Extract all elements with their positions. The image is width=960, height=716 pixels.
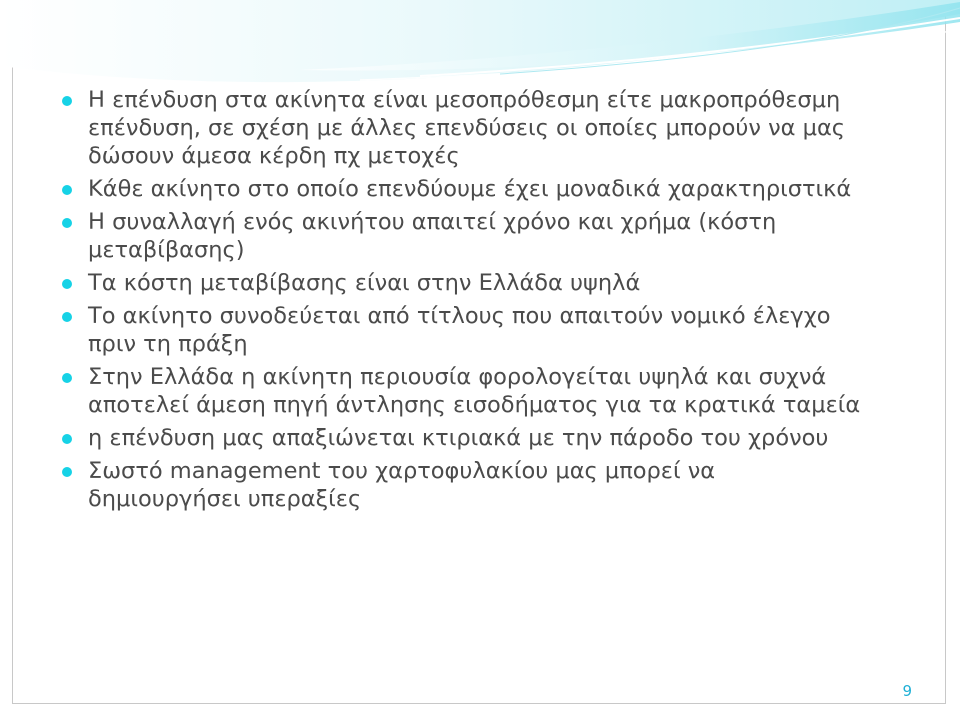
bullet-dot-icon — [62, 312, 72, 322]
bullet-text: Τα κόστη μεταβίβασης είναι στην Ελλάδα υψηλά — [88, 270, 641, 296]
bullet-item — [62, 269, 862, 297]
bullet-text: Στην Ελλάδα η ακίνητη περιουσία φορολογείται υψηλά και συχνά αποτελεί άμεση πηγή άντλησης εισοδήματος για τα κρατικά ταμεία — [88, 364, 861, 418]
bullet-item — [62, 424, 862, 452]
bullet-dot-icon — [62, 467, 72, 477]
bullet-dot-icon — [62, 373, 72, 383]
bullet-item — [62, 86, 862, 170]
bullet-text: η επένδυση μας απαξιώνεται κτιριακά με την πάροδο του χρόνου — [88, 425, 829, 451]
bullet-item — [62, 302, 862, 358]
bullet-dot-icon — [62, 185, 72, 195]
bullet-dot-icon — [62, 279, 72, 289]
bullet-text: Η συναλλαγή ενός ακινήτου απαιτεί χρόνο και χρήμα (κόστη μεταβίβασης) — [88, 209, 777, 263]
page-number: 9 — [902, 682, 912, 700]
bullet-dot-icon — [62, 218, 72, 228]
bullet-item — [62, 363, 862, 419]
bullet-item — [62, 457, 862, 513]
bullet-list — [62, 86, 862, 518]
bullet-text: Σωστό management του χαρτοφυλακίου μας μπορεί να δημιουργήσει υπεραξίες — [88, 458, 716, 512]
bullet-item — [62, 208, 862, 264]
bullet-item — [62, 175, 862, 203]
bullet-text: Κάθε ακίνητο στο οποίο επενδύουμε έχει μοναδικά χαρακτηριστικά — [88, 176, 852, 202]
bullet-dot-icon — [62, 96, 72, 106]
bullet-text: Η επένδυση στα ακίνητα είναι μεσοπρόθεσμη είτε μακροπρόθεσμη επένδυση, σε σχέση με άλλες επενδύσεις οι οποίες μπορούν να μας δώσουν άμεσα κέρδη πχ μετοχές — [88, 87, 846, 169]
bullet-dot-icon — [62, 434, 72, 444]
bullet-text: Το ακίνητο συνοδεύεται από τίτλους που απαιτούν νομικό έλεγχο πριν τη πράξη — [88, 303, 831, 357]
